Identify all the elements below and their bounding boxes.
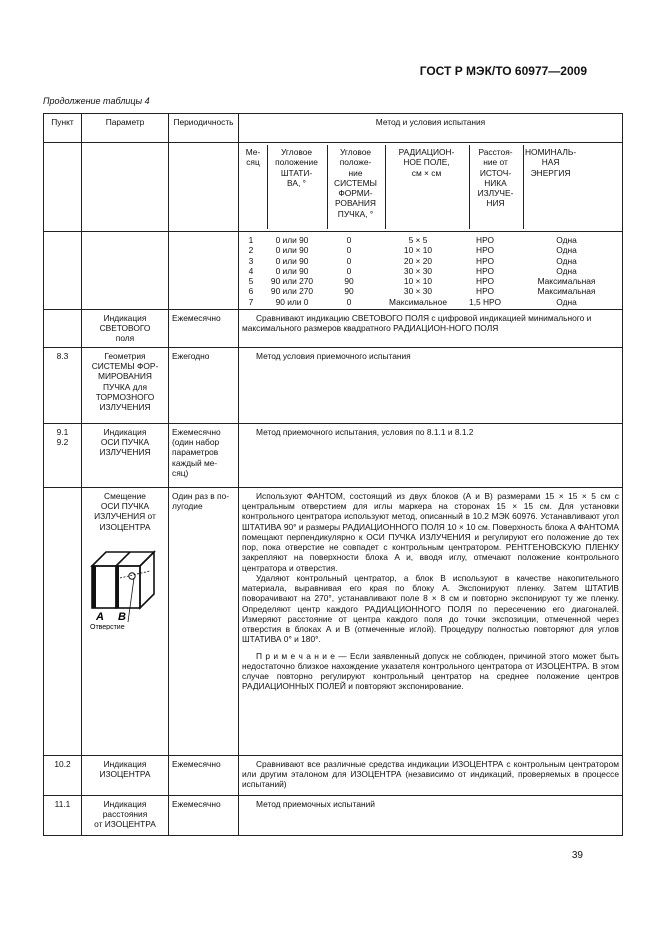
subtable-data-row: [44, 232, 623, 310]
subtable-cell: Одна: [556, 296, 577, 307]
row-method: [239, 795, 623, 835]
subtable-cell: 0 или 90: [275, 265, 309, 276]
method-paragraph: Удаляют контрольный центратор, а блок B используют в качестве накопительного материала, выравнивая его края по блоку A. Экспонируют пленку. Затем ШТАТИВ поворачивают на 270°, устанавливают поле 8 × 8 см и повторно экспонируют ту же пленку. Определяют центр каждого РАДИАЦИОННОГО ПОЛЯ по пересечению его диагоналей. Измеряют расстояние от центра каждого поля до точки экспозиции, отмеченной через отверстия в блоках A и B (отмеченные иглой). Процедуру полностью повторяют для углов ШТАТИВА 0° и 180°.: [242, 572, 619, 645]
text-line: МИРОВАНИЯ: [98, 371, 152, 382]
row-item: 8.3: [44, 347, 82, 423]
subtable-cell: 4: [248, 265, 254, 276]
row-item: 11.1: [44, 795, 82, 835]
subtable-cell: 0 или 90: [275, 245, 309, 256]
row-item: [44, 309, 82, 347]
text-line: параметров: [172, 447, 219, 458]
subtable-row: [239, 256, 622, 266]
row-method: [239, 309, 623, 347]
subtable-cell: 5: [248, 276, 254, 286]
text-line: каждый ме-: [172, 457, 218, 468]
row-period: [169, 309, 239, 347]
row-period: [169, 487, 239, 755]
subtable-cell: НРО: [476, 245, 494, 256]
subtable-cell: 3: [248, 255, 254, 266]
text-line: Ежемесячно: [172, 426, 221, 437]
table-continuation-caption: Продолжение таблицы 4: [43, 96, 150, 106]
subtable-cell: 6: [248, 286, 254, 297]
text-line: СИСТЕМЫ ФОР-: [91, 361, 159, 371]
subtable-cell: Одна: [556, 245, 577, 256]
text-line: Индикация: [103, 426, 147, 437]
subtable-cell: 0: [346, 245, 352, 256]
phantom-blocks-drawing: [86, 538, 164, 630]
header-period: Периодичность: [169, 114, 239, 143]
row-period: [169, 347, 239, 423]
subtable-row: [239, 276, 622, 286]
subtable-cell: 0: [346, 265, 352, 276]
subtable-cell: 1: [248, 235, 254, 245]
subtable-cell: Максимальная: [537, 276, 596, 286]
subtable-cell: Одна: [556, 235, 577, 245]
text-line: ОСИ ПУЧКА: [100, 501, 150, 511]
subtable-header-cell: НОМИНАЛЬ- НАЯ ЭНЕРГИЯ: [523, 145, 577, 229]
subtable-row: [239, 286, 622, 296]
subtable-row: [239, 235, 622, 245]
text-line: Смещение: [104, 490, 146, 501]
text-line: ПУЧКА для: [102, 381, 148, 392]
subtable-cell: 30 × 30: [403, 286, 433, 297]
row-method: [239, 423, 623, 487]
row-method: [239, 487, 623, 755]
text-line: Индикация: [103, 798, 147, 809]
subtable-cell: НРО: [476, 276, 494, 286]
row-method: [239, 755, 623, 795]
row-param: [82, 795, 169, 835]
subtable-cell: НРО: [476, 255, 494, 266]
subtable-cell: 0 или 90: [275, 255, 309, 266]
subtable-cell: 10 × 10: [403, 276, 433, 286]
subtable-cell: НРО: [476, 286, 494, 297]
subtable-header: [239, 143, 579, 231]
subtable-cell: Максимальное: [389, 296, 447, 307]
subtable-cell: 7: [248, 296, 254, 307]
subtable-cell: 90: [344, 276, 354, 286]
subtable-cell: 1,5 НРО: [469, 296, 501, 307]
row-param: [82, 309, 169, 347]
method-paragraph: Метод условия приемочного испытания: [256, 350, 411, 361]
method-paragraph: Сравнивают индикацию СВЕТОВОГО ПОЛЯ с цифровой индикацией минимального и максимального размеров квадратного РАДИАЦИОН-НОГО ПОЛЯ: [242, 312, 592, 333]
subtable-header-cell: Ме- сяц: [245, 147, 261, 168]
header-item: Пункт: [44, 114, 82, 143]
subtable-cell: НРО: [476, 265, 494, 276]
hole-label: Отверстие: [90, 623, 125, 630]
text-line: (один набор: [172, 437, 220, 447]
text-line: Геометрия: [104, 350, 146, 361]
text-line: расстояния: [102, 809, 148, 819]
text-line: лугодие: [172, 501, 203, 511]
test-table: [43, 113, 623, 836]
text-line: Один раз в по-: [172, 490, 229, 501]
subtable-cell: 0: [346, 296, 352, 307]
row-param: [82, 423, 169, 487]
row-method: [239, 347, 623, 423]
table-row: [44, 309, 623, 347]
method-paragraph: Метод приемочных испытаний: [256, 798, 375, 809]
subtable-cell: 0 или 90: [275, 235, 309, 245]
method-paragraph: Метод приемочного испытания, условия по 8.1.1 и 8.1.2: [256, 426, 474, 437]
text-line: 9.1: [56, 426, 69, 437]
subtable-cell: 10 × 10: [403, 245, 433, 256]
header-method: Метод и условия испытания: [239, 114, 623, 143]
subtable-row: [239, 266, 622, 276]
subtable-cell: 30 × 30: [403, 265, 433, 276]
row-item: 10.2: [44, 755, 82, 795]
subtable-row: [239, 297, 622, 307]
text-line: Ежемесячно: [172, 758, 221, 769]
page-number: 39: [571, 850, 583, 861]
block-a-label: A: [96, 610, 104, 623]
text-line: Ежемесячно: [172, 798, 221, 809]
subtable-cell: 20 × 20: [403, 255, 433, 266]
subtable-cell: 0: [346, 235, 352, 245]
table-row: [44, 795, 623, 835]
subtable-cell: Одна: [556, 265, 577, 276]
table-row: [44, 755, 623, 795]
text-line: Индикация: [103, 312, 147, 323]
table-row: [44, 487, 623, 755]
subtable-cell: 5 × 5: [408, 235, 428, 245]
text-line: Ежегодно: [172, 350, 210, 361]
subtable-cell: 0: [346, 255, 352, 266]
subtable-cell: 90 или 0: [275, 296, 309, 307]
table-row: [44, 347, 623, 423]
text-line: СВЕТОВОГО: [99, 323, 151, 333]
subtable-cell: 90 или 270: [270, 286, 314, 297]
row-param: [82, 755, 169, 795]
subtable-header-cell: РАДИАЦИОН- НОЕ ПОЛЕ, см × см: [385, 145, 467, 229]
subtable-header-cell: Угловое положение ШТАТИ- ВА, °: [267, 145, 325, 229]
row-item: [44, 487, 82, 755]
subtable-cell: НРО: [476, 235, 494, 245]
text-line: ИЗЛУЧЕНИЯ: [99, 447, 151, 458]
subtable-cell: 90: [344, 286, 354, 297]
header-param: Параметр: [82, 114, 169, 143]
row-item: [44, 423, 82, 487]
method-paragraph: Сравнивают все различные средства индикации ИЗОЦЕНТРА с контрольным центратором или другим эталоном для ИЗОЦЕНТРА (независимо от индикаций, проверяемых в процессе испытаний): [242, 758, 619, 790]
table-header-row: [44, 114, 623, 143]
subtable-body: [239, 235, 622, 307]
text-line: ИЗОЦЕНТРА: [99, 521, 151, 532]
text-line: ТОРМОЗНОГО: [95, 391, 155, 402]
subtable-header-cell: Угловое положе- ние СИСТЕМЫ ФОРМИ- РОВАНИЯ ПУЧКА, °: [327, 145, 383, 229]
text-line: ИЗОЦЕНТРА: [99, 769, 151, 779]
text-line: поля: [115, 333, 135, 344]
row-period: [169, 755, 239, 795]
row-period: [169, 423, 239, 487]
row-param-with-figure: [82, 487, 169, 755]
method-paragraph: П р и м е ч а н и е — Если заявленный допуск не соблюден, причиной этого может быть недостаточно близкое нахождение указателя контрольного центратора от ИЗОЦЕНТРА. В этом случае повторно регулируют контрольный центратор на среднее положение центров РАДИАЦИОННЫХ ПОЛЕЙ и повторяют экспонирование.: [242, 650, 619, 692]
text-line: Индикация: [103, 758, 147, 769]
subtable-header-row: [44, 143, 623, 232]
text-line: Ежемесячно: [172, 312, 221, 323]
text-line: 9.2: [56, 437, 69, 447]
text-line: ОСИ ПУЧКА: [100, 437, 150, 447]
text-line: ИЗЛУЧЕНИЯ: [99, 402, 151, 412]
text-line: ИЗЛУЧЕНИЯ от: [94, 511, 156, 522]
row-period: [169, 795, 239, 835]
subtable-header-cell: Расстоя- ние от ИСТОЧ- НИКА ИЗЛУЧЕ- НИЯ: [469, 145, 521, 229]
text-line: от ИЗОЦЕНТРА: [94, 819, 156, 830]
subtable-cell: Одна: [556, 255, 577, 266]
document-header: ГОСТ Р МЭК/ТО 60977—2009: [419, 64, 587, 78]
method-paragraph: Используют ФАНТОМ, состоящий из двух блоков (A и B) размерами 15 × 15 × 5 см с центральным отверстием для иглы маркера на сторонах 15 × 15 см. Для установки контрольного центратора используют метод, описанный в 10.2 МЭК 60976. Устанавливают угол ШТАТИВА 90° и размеры РАДИАЦИОННОГО ПОЛЯ 10 × 10 см. Поверхность блока A ФАНТОМА помещают перпендикулярно к ОСИ ПУЧКА ИЗЛУЧЕНИЯ и регулируют его положение до тех пор, пока отверстие не совпадет с контрольным центратором. РЕНТГЕНОВСКУЮ ПЛЕНКУ закрепляют на поверхности блока A и, вводя иглу, отмечают положение контрольного центратора и отверстия.: [242, 490, 619, 573]
subtable-row: [239, 245, 622, 255]
block-b-label: B: [118, 610, 126, 623]
table-row: [44, 423, 623, 487]
subtable-cell: Максимальная: [537, 286, 596, 297]
subtable-cell: 2: [248, 245, 254, 256]
text-line: сяц): [172, 467, 189, 478]
row-param: [82, 347, 169, 423]
subtable-cell: 90 или 270: [270, 276, 314, 286]
